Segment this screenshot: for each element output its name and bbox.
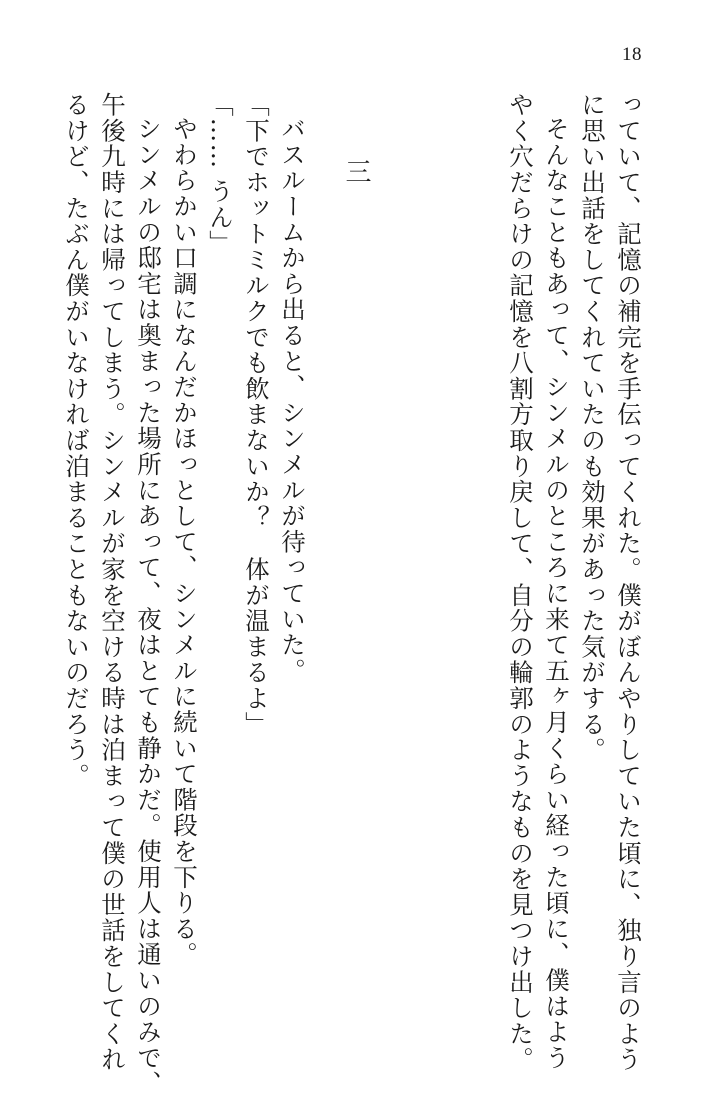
dialogue-line: 「…… うん」: [206, 92, 235, 256]
text-line: 午後九時には帰ってしまう。シンメルが家を空ける時は泊まって僕の世話をしてくれ: [98, 92, 127, 1073]
dialogue-line: 「下でホットミルクでも飲まないか？ 体が温まるよ」: [242, 92, 271, 737]
text-line: やく穴だらけの記憶を八割方取り戻して、自分の輪郭のようなものを見つけ出した。: [506, 92, 535, 1073]
text-line: やわらかい口調になんだかほっとして、シンメルに続いて階段を下りる。: [170, 116, 199, 968]
section-mark: 三: [341, 158, 371, 184]
text-line: っていて、記憶の補完を手伝ってくれた。僕がぼんやりしていた頃に、独り言のよう: [614, 92, 643, 1073]
text-line: るけど、たぶん僕がいなければ泊まることもないのだろう。: [62, 92, 91, 789]
text-line: に思い出話をしてくれていたのも効果があった気がする。: [578, 92, 607, 763]
text-line: バスルームから出ると、シンメルが待っていた。: [278, 116, 307, 684]
text-line: シンメルの邸宅は奥まった場所にあって、夜はとても静かだ。使用人は通いのみで、: [134, 116, 163, 1096]
text-line: そんなこともあって、シンメルのところに来て五ヶ月くらい経った頃に、僕はよう: [542, 116, 571, 1071]
page-number: 18: [622, 44, 642, 65]
